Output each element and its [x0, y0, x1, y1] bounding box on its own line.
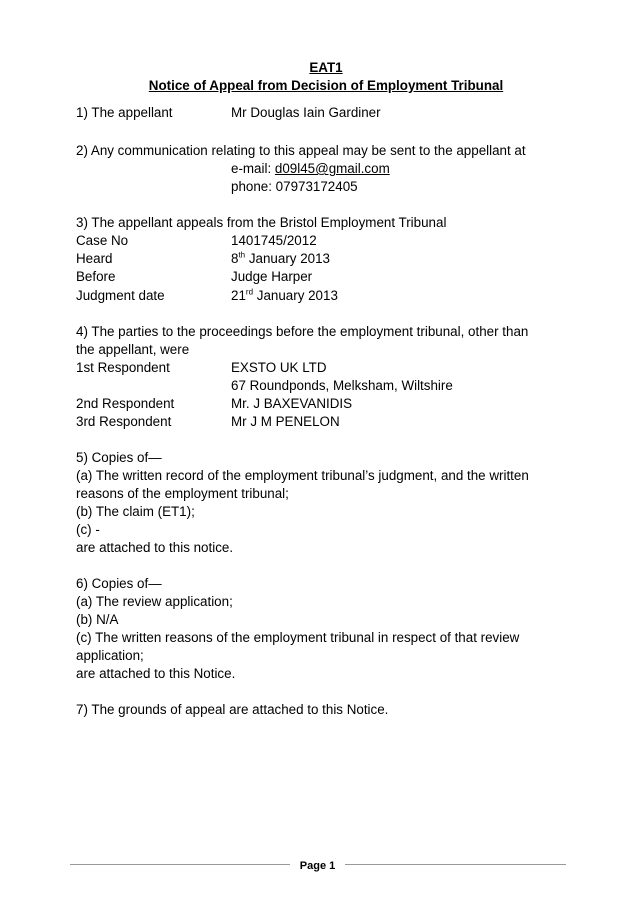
respondent-1-address: 67 Roundponds, Melksham, Wiltshire — [231, 378, 453, 393]
heard-date: 8th January 2013 — [231, 250, 330, 266]
judge-name: Judge Harper — [231, 269, 313, 284]
copies-5-line-2: (a) The written record of the employment tribunal’s judgment, and the written — [76, 468, 529, 483]
copies-5-line-3: reasons of the employment tribunal; — [76, 486, 289, 501]
respondent-1-label: 1st Respondent — [76, 360, 170, 375]
judgment-date: 21rd January 2013 — [231, 287, 338, 303]
page-number: Page 1 — [299, 860, 336, 872]
copies-heading-5: 5) Copies of— — [76, 450, 162, 465]
tribunal-text: 3) The appellant appeals from the Bristol Employment Tribunal — [76, 215, 447, 230]
communication-text: 2) Any communication relating to this appeal may be sent to the appellant at — [76, 143, 526, 158]
copies-6-line-6: are attached to this Notice. — [76, 666, 236, 681]
footer-rule-right — [345, 864, 566, 865]
judgment-date-label: Judgment date — [76, 288, 165, 303]
parties-line-2: the appellant, were — [76, 342, 190, 357]
grounds-of-appeal: 7) The grounds of appeal are attached to this Notice. — [76, 702, 389, 717]
appellant-name: Mr Douglas Iain Gardiner — [231, 105, 381, 120]
phone-line: phone: 07973172405 — [231, 179, 358, 194]
respondent-1-name: EXSTO UK LTD — [231, 360, 327, 375]
copies-heading-6: 6) Copies of— — [76, 576, 162, 591]
copies-6-line-3: (b) N/A — [76, 612, 119, 627]
respondent-2-name: Mr. J BAXEVANIDIS — [231, 396, 353, 411]
respondent-2-label: 2nd Respondent — [76, 396, 175, 411]
copies-5-line-6: are attached to this notice. — [76, 540, 234, 555]
page-footer — [0, 857, 638, 873]
case-label: Case No — [76, 233, 129, 248]
copies-6-line-4: (c) The written reasons of the employment tribunal in respect of that review — [76, 630, 520, 645]
form-code: EAT1 — [309, 60, 343, 75]
parties-line-1: 4) The parties to the proceedings before the employment tribunal, other than — [76, 324, 529, 339]
respondent-3-label: 3rd Respondent — [76, 414, 172, 429]
heard-label: Heard — [76, 251, 113, 266]
appellant-label: 1) The appellant — [76, 105, 173, 120]
email-label: e-mail: — [231, 161, 275, 176]
case-number: 1401745/2012 — [231, 233, 317, 248]
email-line — [231, 159, 390, 179]
copies-6-line-2: (a) The review application; — [76, 594, 233, 609]
email-link[interactable]: d09l45@gmail.com — [274, 161, 390, 176]
copies-5-line-5: (c) - — [76, 522, 100, 537]
footer-rule-left — [70, 864, 290, 865]
copies-6-line-5: application; — [76, 648, 144, 663]
before-label: Before — [76, 269, 116, 284]
copies-5-line-4: (b) The claim (ET1); — [76, 504, 195, 519]
respondent-3-name: Mr J M PENELON — [231, 414, 340, 429]
document-title: Notice of Appeal from Decision of Employment Tribunal — [148, 78, 504, 93]
